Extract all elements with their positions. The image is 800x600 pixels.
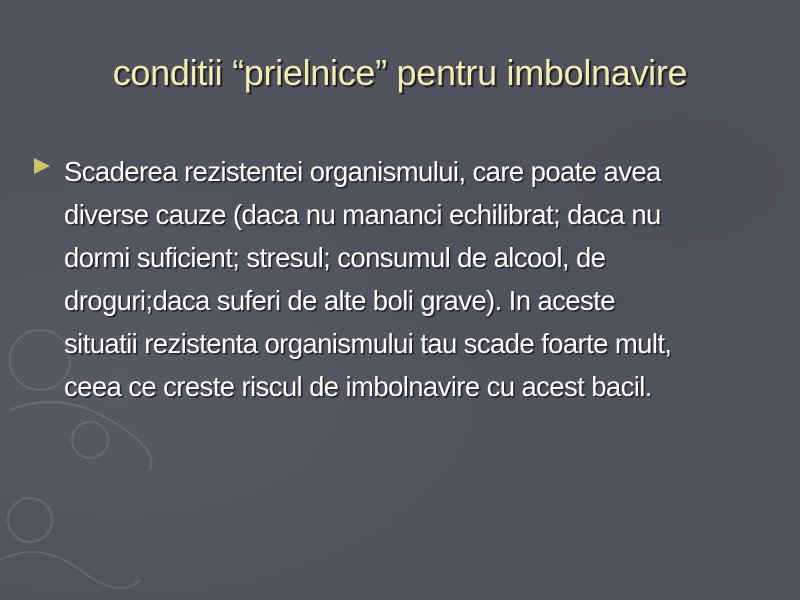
- bullet-text-line: ceea ce creste riscul de imbolnavire cu acest bacil.: [64, 371, 652, 402]
- triangle-bullet-icon: [34, 158, 50, 174]
- bullet-item: [30, 150, 760, 408]
- bullet-text-line: Scaderea rezistentei organismului, care poate avea: [64, 156, 661, 187]
- bullet-text-line: situatii rezistenta organismului tau scade foarte mult,: [64, 328, 672, 359]
- bullet-text-line: diverse cauze (daca nu mananci echilibrat; daca nu: [64, 199, 661, 230]
- bullet-text-line: dormi suficient; stresul; consumul de alcool, de: [64, 242, 606, 273]
- bullet-list: [30, 150, 760, 408]
- slide-title: conditii “prielnice” pentru imbolnavire: [112, 52, 688, 93]
- bullet-text-line: droguri;daca suferi de alte boli grave). In aceste: [64, 285, 615, 316]
